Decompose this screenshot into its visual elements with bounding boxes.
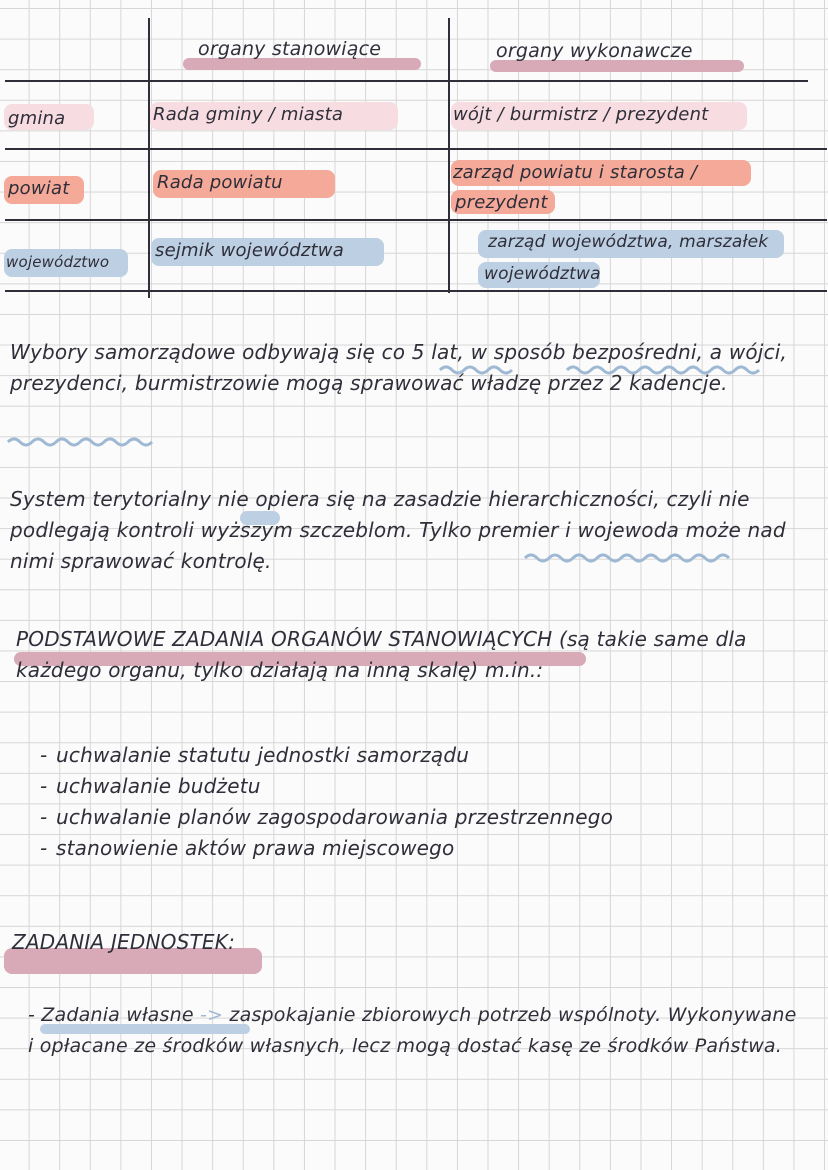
zadania-wlasne-continuation: Wykonywane i opłacane ze środków własnych, lecz mogą dostać kasę ze środków Państwa. [28, 1004, 797, 1057]
table-rule-col1 [148, 18, 150, 298]
executive-powiat-line1: zarząd powiatu i starosta / [453, 162, 698, 183]
section1-block [16, 624, 806, 686]
section1-note: (są takie same dla każdego organu, tylko działają na inną skalę) m.in.: [16, 627, 747, 682]
executive-gmina: wójt / burmistrz / prezydent [453, 104, 709, 125]
paragraph-elections: Wybory samorządowe odbywają się co 5 lat, w sposób bezpośredni, a wójci, prezydenci, burmistrzowie mogą sprawować władzę przez 2 kadencje. [10, 340, 788, 395]
table-rule-bottom [5, 290, 827, 292]
executive-wojewodztwo-line2: województwa [484, 264, 601, 284]
unit-powiat: powiat [8, 178, 70, 199]
table-rule-col2 [448, 18, 450, 293]
header-executive: organy wykonawcze [496, 40, 693, 62]
table-rule-row2 [5, 219, 827, 221]
list-item: - uchwalanie budżetu [56, 771, 613, 802]
table-rule-top [5, 80, 808, 82]
legislative-wojewodztwo: sejmik województwa [155, 240, 344, 261]
list-item: - uchwalanie statutu jednostki samorządu [56, 740, 613, 771]
list-item: - uchwalanie planów zagospodarowania przestrzennego [56, 802, 613, 833]
table-rule-row1 [5, 148, 827, 150]
section1-title: PODSTAWOWE ZADANIA ORGANÓW STANOWIĄCYCH [16, 627, 553, 651]
legislative-gmina: Rada gminy / miasta [153, 104, 344, 125]
legislative-powiat: Rada powiatu [157, 172, 283, 193]
unit-gmina: gmina [8, 108, 66, 129]
section1-list [40, 740, 613, 864]
list-item: - stanowienie aktów prawa miejscowego [56, 833, 613, 864]
unit-wojewodztwo: województwo [6, 253, 110, 271]
arrow-icon: -> [199, 1004, 224, 1026]
zadania-wlasne-text: zaspokajanie zbiorowych potrzeb wspólnoty. [229, 1004, 662, 1026]
section2-item [28, 1000, 808, 1062]
executive-wojewodztwo-line1: zarząd województwa, marszałek [488, 232, 769, 252]
wavy-underline-kadencje [6, 436, 156, 448]
zadania-wlasne-label: Zadania własne [41, 1004, 194, 1026]
paragraph-system: System terytorialny nie opiera się na zasadzie hierarchiczności, czyli nie podlegają kontroli wyższym szczeblom. Tylko premier i wojewoda może nad nimi sprawować kontrolę. [10, 487, 786, 573]
section2-title: ZADANIA JEDNOSTEK: [12, 930, 236, 954]
header-legislative: organy stanowiące [198, 38, 382, 60]
executive-powiat-line2: prezydent [455, 192, 548, 213]
dash: - [28, 1004, 42, 1026]
